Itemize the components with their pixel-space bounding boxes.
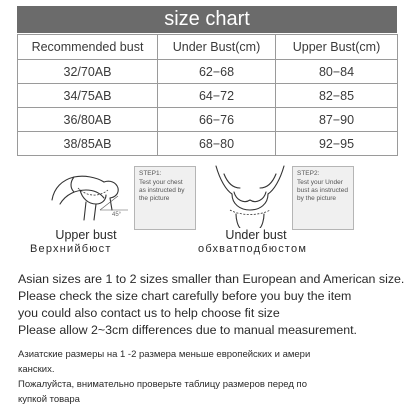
table-cell: 36/80AB [18,108,158,132]
table-row [18,60,398,84]
note-line: Please check the size chart carefully before you buy the item [18,289,352,303]
note-line: Please allow 2~3cm differences due to manual measurement. [18,323,357,337]
notes-russian [18,347,410,407]
notes-english [18,271,410,339]
step2-text: Test your Under bust as instructed by the picture [297,179,348,202]
column-header: Under Bust(cm) [158,35,276,60]
note-line: купкой товара [18,394,80,405]
step1-title: STEP1: [139,170,162,177]
column-header: Recommended bust [18,35,158,60]
table-cell: 87−90 [276,108,398,132]
table-header-row [18,35,398,60]
table-cell: 92−95 [276,132,398,156]
under-bust-caption: Under bust [225,228,287,242]
table-cell: 66−76 [158,108,276,132]
note-line: Азиатские размеры на 1 -2 размера меньше европейских и амери [18,349,311,360]
column-header: Upper Bust(cm) [276,35,398,60]
step2-title: STEP2: [297,170,320,177]
step1-text: Test your chest as instructed by the picture [139,179,185,202]
upper-bust-caption-ru: Верхнийбюст [30,243,112,255]
table-cell: 64−72 [158,84,276,108]
table-row [18,84,398,108]
under-bust-caption-ru: обхватподбюстом [198,243,308,255]
table-row [18,108,398,132]
table-cell: 68−80 [158,132,276,156]
size-chart-title: size chart [17,6,397,33]
note-line: you could also contact us to help choose fit size [18,306,280,320]
table-cell: 62−68 [158,60,276,84]
note-line: Пожалуйста, внимательно проверьте таблицу размеров перед по [18,379,307,390]
table-row [18,132,398,156]
under-bust-illustration [210,160,290,228]
table-cell: 38/85AB [18,132,158,156]
upper-bust-caption: Upper bust [55,228,117,242]
table-cell: 32/70AB [18,60,158,84]
note-line: Asian sizes are 1 to 2 sizes smaller than European and American size. [18,272,405,286]
table-cell: 34/75AB [18,84,158,108]
note-line: канских. [18,364,55,375]
table-cell: 80−84 [276,60,398,84]
size-table [17,34,398,156]
step2-box [292,166,354,230]
angle-label: 45° [112,212,122,218]
step1-box [134,166,196,230]
table-cell: 82−85 [276,84,398,108]
